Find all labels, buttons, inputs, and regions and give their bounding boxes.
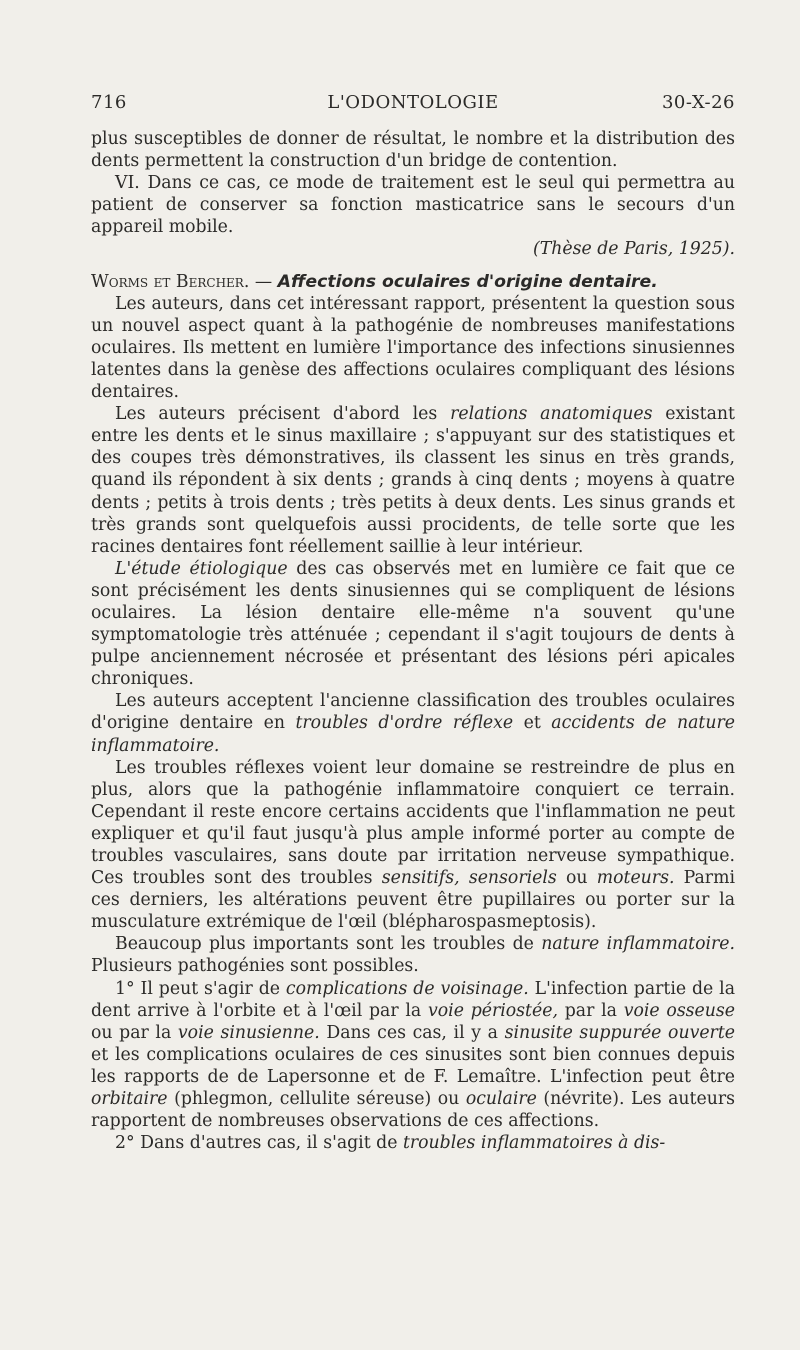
thesis-reference <box>91 238 735 260</box>
paragraph-reflex <box>91 757 735 934</box>
text-run: Parmi ces derniers, les altérations peuvent être pupillaires ou porter sur la musculature extrémique de l'œil (blépharospasmeptosis). <box>91 868 735 933</box>
text-run: par la <box>557 1000 624 1021</box>
italic-run: nature inflammatoire. <box>541 934 735 955</box>
paragraph-intro: Les auteurs, dans cet intéressant rapport, présentent la question sous un nouvel aspect quant à la pathogénie de nombreuses manifestations oculaires. Ils mettent en lumière l'importance des infections sinusiennes latentes dans la genèse des affections oculaires compliquant des lésions dentaires. <box>91 293 735 403</box>
paragraph-complications <box>91 978 735 1133</box>
issue-date: 30-X-26 <box>661 92 735 113</box>
text-run: Les troubles réflexes voient leur domaine se restreindre de plus en plus, alors que la pathogénie inflammatoire conquiert ce terrain. Cependant il reste encore certains accidents que l'inflammation ne peut expliquer et qu'il faut jusqu'à plus ample informé porter au compte de troubles vasculaires, sans doute par irritation nerveuse sympathique. Ces troubles sont des troubles <box>91 757 735 889</box>
paragraph-vi: VI. Dans ce cas, ce mode de traitement est le seul qui permettra au patient de conserver sa fonction masticatrice sans le secours d'un appareil mobile. <box>91 173 735 238</box>
paragraph-etiology <box>91 558 735 691</box>
paragraph-inflammatory <box>91 933 735 977</box>
page-number: 716 <box>91 92 127 113</box>
text-run: Les auteurs précisent d'abord les <box>115 404 451 425</box>
text-run: (phlegmon, cellulite séreuse) ou <box>167 1089 466 1110</box>
text-run: ou <box>556 868 597 889</box>
thesis-reference-text: (Thèse de Paris, 1925). <box>532 239 735 260</box>
paragraph-continued: plus susceptibles de donner de résultat, le nombre et la distribution des dents permettent la construction d'un bridge de contention. <box>91 129 735 172</box>
text-run: 2° Dans d'autres cas, il s'agit de <box>115 1133 403 1154</box>
heading-dash: — <box>249 271 278 292</box>
italic-run: orbitaire <box>91 1089 168 1110</box>
article-authors: Worms et Bercher. <box>91 271 250 292</box>
article-heading <box>91 271 735 293</box>
text-run: ou par la <box>91 1022 178 1043</box>
italic-run: complications de voisinage. <box>285 978 529 999</box>
text-run: et les complications oculaires de ces sinusites sont bien connues depuis les rapports de de Lapersonne et de F. Lemaître. L'infection peut être <box>91 1044 735 1087</box>
text-run: L'infection partie de la dent arrive à l'orbite et à l'œil par la <box>91 978 735 1021</box>
italic-run: troubles inflammatoires à dis- <box>402 1133 666 1154</box>
italic-run: sensitifs, sensoriels <box>381 868 557 889</box>
journal-title: L'ODONTOLOGIE <box>327 92 499 113</box>
italic-run: voie sinusienne. <box>177 1022 320 1043</box>
running-header <box>91 92 735 122</box>
paragraph-anatomy <box>91 403 735 558</box>
italic-run: voie périostée, <box>428 1000 558 1021</box>
text-run: existant entre les dents et le sinus maxillaire ; s'appuyant sur des statistiques et des coupes très démonstratives, ils classent les sinus en très grands, quand ils répondent à six dents ; grands à cinq dents ; moyens à quatre dents ; petits à trois dents ; très petits à deux dents. Les sinus grands et très grands sont quelquefois aussi procidents, de telle sorte que les racines dentaires font réellement saillie à leur intérieur. <box>91 404 735 557</box>
italic-run: relations anatomiques <box>450 404 653 425</box>
italic-run: voie osseuse <box>623 1000 736 1021</box>
italic-run: troubles d'ordre réflexe <box>295 713 514 734</box>
text-run: Les auteurs acceptent l'ancienne classification des troubles oculaires d'origine dentaire en <box>91 691 735 734</box>
italic-run: oculaire <box>465 1089 537 1110</box>
text-run: des cas observés met en lumière ce fait que ce sont précisément les dents sinusiennes qui se compliquent de lésions oculaires. La lésion dentaire elle-même n'a souvent qu'une symptomatologie très atténuée ; cependant il s'agit toujours de dents à pulpe anciennement nécrosée et présentant des lésions péri apicales chroniques. <box>91 558 735 690</box>
italic-run: L'étude étiologique <box>115 558 288 579</box>
italic-run: sinusite suppurée ouverte <box>504 1022 735 1043</box>
italic-run: accidents de nature inflammatoire. <box>91 713 735 756</box>
text-run: Dans ces cas, il y a <box>319 1022 505 1043</box>
text-run: et <box>513 713 552 734</box>
paragraph-classification <box>91 690 735 756</box>
text-run: (névrite). Les auteurs rapportent de nombreuses observations de ces affections. <box>91 1089 735 1132</box>
text-run: 1° Il peut s'agir de <box>115 978 286 999</box>
italic-run: moteurs. <box>596 868 675 889</box>
text-run: Beaucoup plus importants sont les troubles de <box>115 934 542 955</box>
article-body <box>91 128 735 1154</box>
paragraph-other-cases <box>91 1132 735 1154</box>
text-run: Plusieurs pathogénies sont possibles. <box>91 956 419 977</box>
article-title: Affections oculaires d'origine dentaire. <box>277 271 658 292</box>
